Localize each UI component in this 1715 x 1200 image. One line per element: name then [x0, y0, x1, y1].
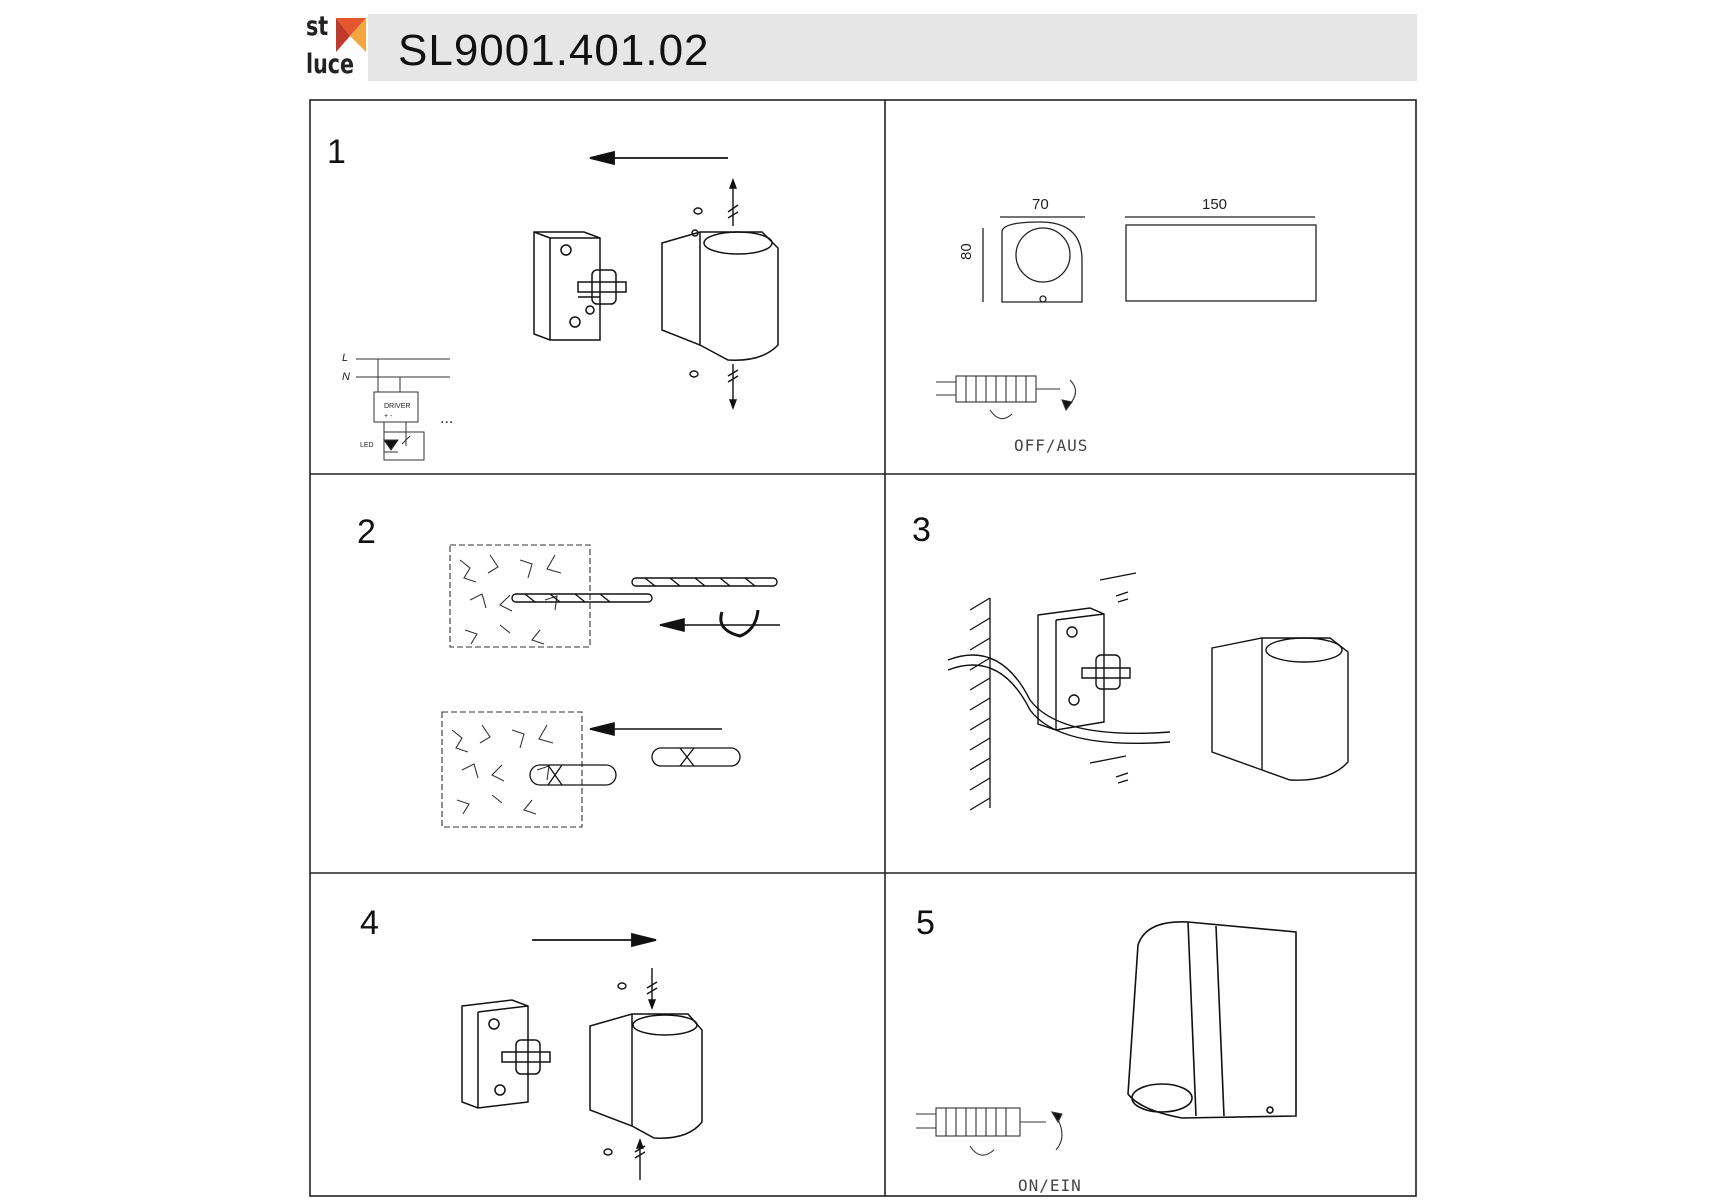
panel5-lamp-installed [1128, 922, 1296, 1118]
panel1-screws [690, 180, 738, 408]
wiring-label-driver: DRIVER [384, 403, 411, 410]
panel-number-2: 2 [357, 513, 376, 551]
panel1-bracket [534, 232, 626, 340]
panel4-arrow-right [532, 934, 656, 946]
panel2-wall-top [450, 545, 590, 647]
logo-text-top: st [306, 11, 329, 42]
panel1-lamp-body [662, 230, 778, 360]
dimension-width: 70 [1032, 196, 1049, 213]
dimension-length: 150 [1202, 196, 1228, 213]
wiring-label-more: ... [440, 410, 454, 427]
wiring-label-n: N [342, 371, 350, 383]
dimension-height: 80 [958, 243, 975, 260]
wiring-label-led: LED [360, 442, 374, 449]
panel-number-1: 1 [327, 133, 346, 171]
panel2-drill-arrow [660, 610, 780, 636]
panel2-wall-bottom [442, 712, 582, 827]
panel4-lamp-body [590, 1014, 702, 1138]
terminal-block-on [916, 1108, 1062, 1155]
wiring-label-polarity: + - [384, 413, 393, 420]
panel3-lamp-body [1212, 638, 1348, 780]
panel2-anchor-arrow [590, 723, 722, 735]
panel1-arrow-left [590, 152, 728, 164]
panel-number-5: 5 [916, 904, 935, 942]
panel-number-3: 3 [912, 511, 931, 549]
grid-frame [310, 100, 1416, 1196]
panel-number-4: 4 [360, 904, 379, 942]
panel4-screws [604, 968, 657, 1180]
panel2-drill-bits [512, 578, 777, 602]
terminal-block-off [936, 376, 1076, 419]
switch-off-label: OFF/AUS [1014, 436, 1089, 455]
wiring-label-l: L [342, 352, 349, 364]
panel-dimensions-drawing [983, 217, 1316, 302]
panel4-bracket [462, 1000, 550, 1108]
logo-text-bottom: luce [306, 49, 355, 80]
panel3-wall [970, 598, 990, 810]
model-number: SL9001.401.02 [398, 26, 710, 75]
switch-on-label: ON/EIN [1018, 1176, 1082, 1195]
panel2-wall-plugs [530, 748, 740, 785]
